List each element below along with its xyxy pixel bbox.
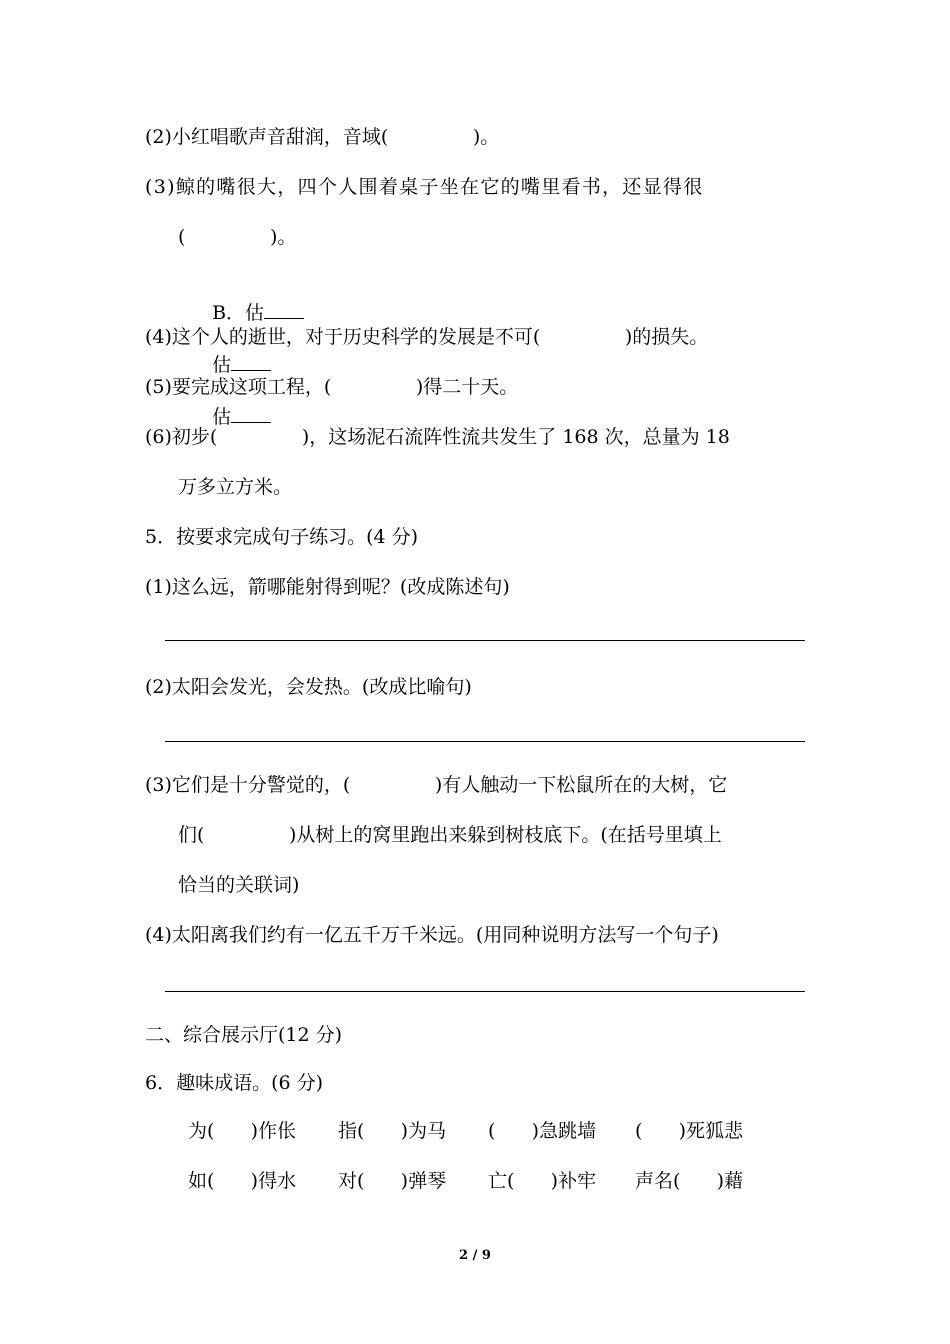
idiom-2-1: 如( )得水: [188, 1170, 297, 1192]
idiom-2-3: 亡( )补牢: [488, 1170, 597, 1192]
idiom-1-1: 为( )作伥: [188, 1120, 297, 1142]
blank-2[interactable]: [231, 352, 271, 371]
q4-6-line-b: 万多立方米。: [178, 476, 293, 498]
q5-title: 5．按要求完成句子练习。(4 分): [145, 526, 419, 548]
section-b-label: B．估: [212, 302, 265, 324]
q4-3-line-a: (3)鲸的嘴很大，四个人围着桌子坐在它的嘴里看书，还显得很: [145, 176, 704, 198]
answer-line-q5-1[interactable]: [165, 640, 805, 641]
section-b-item-2: 估: [212, 354, 232, 376]
idiom-1-2: 指( )为马: [338, 1120, 447, 1142]
blank-3[interactable]: [231, 404, 271, 423]
section-2-title: 二、综合展示厅(12 分): [145, 1024, 343, 1046]
answer-line-q5-4[interactable]: [165, 991, 805, 992]
q5-3-line-a: (3)它们是十分警觉的，( )有人触动一下松鼠所在的大树，它: [145, 774, 728, 796]
idiom-1-3: ( )急跳墙: [488, 1120, 597, 1142]
idiom-2-4: 声名( )藉: [635, 1170, 744, 1192]
answer-line-q5-2[interactable]: [165, 741, 805, 742]
q4-2-line: (2)小红唱歌声音甜润，音域( )。: [145, 126, 500, 148]
q5-2-line: (2)太阳会发光，会发热。(改成比喻句): [145, 676, 472, 698]
page-number: 2 / 9: [459, 1248, 491, 1263]
q6-title: 6．趣味成语。(6 分): [145, 1072, 324, 1094]
q5-4-line: (4)太阳离我们约有一亿五千万千米远。(用同种说明方法写一个句子): [145, 924, 719, 946]
blank-1[interactable]: [264, 300, 304, 319]
section-b-line: [200, 274, 304, 430]
idiom-2-2: 对( )弹琴: [338, 1170, 447, 1192]
idiom-1-4: ( )死狐悲: [635, 1120, 744, 1142]
q4-5-line: (5)要完成这项工程，( )得二十天。: [145, 376, 519, 398]
q5-3-line-b: 们( )从树上的窝里跑出来躲到树枝底下。(在括号里填上: [178, 824, 722, 846]
q5-3-line-c: 恰当的关联词): [178, 874, 300, 896]
q5-1-line: (1)这么远，箭哪能射得到呢？(改成陈述句): [145, 576, 510, 598]
q4-4-line: (4)这个人的逝世，对于历史科学的发展是不可( )的损失。: [145, 326, 709, 348]
q4-3-line-b: ( )。: [178, 226, 297, 248]
section-b-item-3: 估: [212, 406, 232, 428]
q4-6-line-a: (6)初步( )，这场泥石流阵性流共发生了 168 次，总量为 18: [145, 426, 730, 448]
